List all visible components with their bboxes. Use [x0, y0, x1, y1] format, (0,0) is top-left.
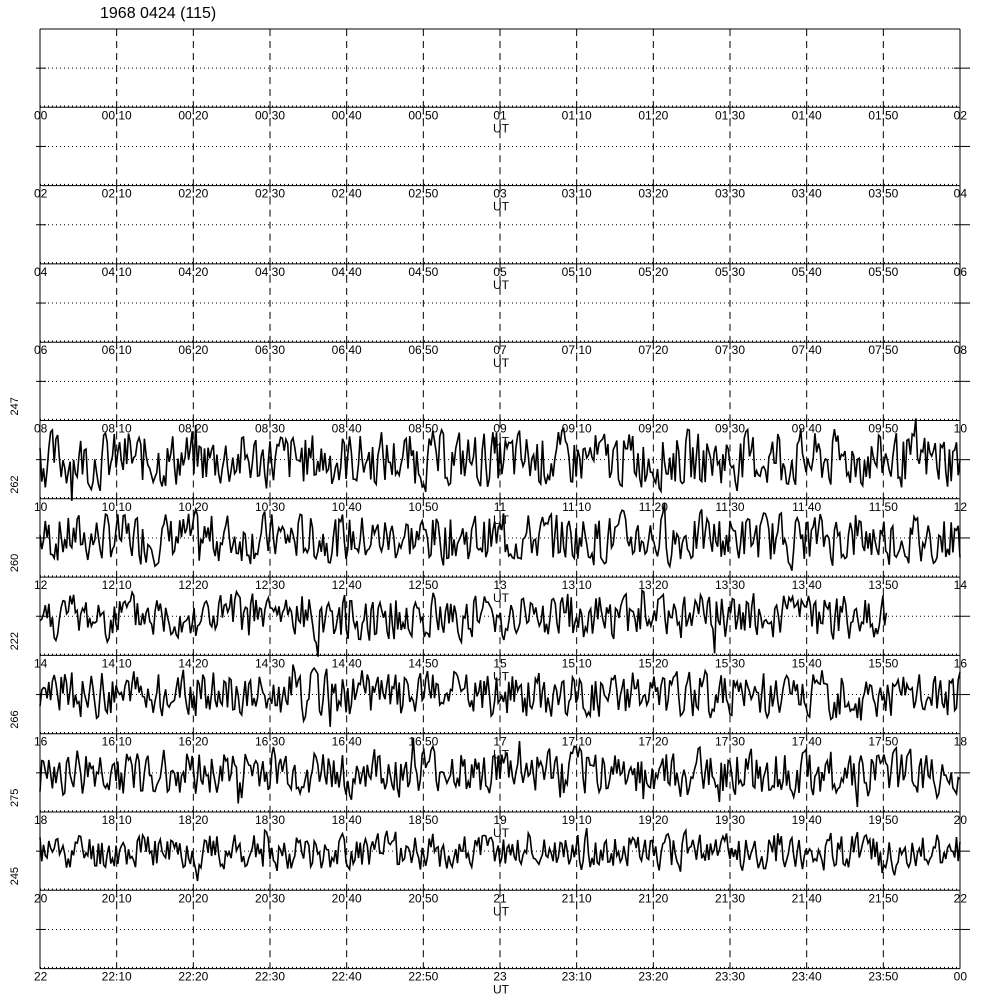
tick-label: 22:40 [331, 969, 362, 984]
data-trace [40, 591, 886, 657]
tick-label: 15 [493, 656, 507, 671]
tick-label: 00:50 [408, 108, 439, 123]
tick-label: 04 [34, 264, 48, 279]
unit-label: UT [493, 591, 509, 606]
tick-label: 13:20 [638, 578, 669, 593]
tick-label: 13 [493, 578, 507, 593]
tick-label: 18:30 [254, 813, 286, 827]
tick-label: 06:30 [254, 343, 286, 358]
tick-label: 18:50 [408, 813, 439, 827]
tick-label: 11:10 [562, 499, 592, 514]
tick-label: 20:20 [178, 891, 209, 906]
tick-label: 02 [953, 108, 967, 123]
tick-label: 10 [34, 499, 48, 514]
tick-label: 23 [493, 969, 507, 984]
tick-label: 19:50 [868, 813, 899, 827]
tick-label: 06:50 [408, 343, 439, 358]
tick-label: 04:50 [408, 264, 439, 279]
tick-label: 08:10 [101, 421, 132, 436]
tick-label: 01:40 [791, 108, 822, 123]
unit-label: UT [493, 669, 509, 684]
tick-label: 23:50 [868, 969, 899, 984]
panel-side-label: 245 [9, 866, 21, 886]
tick-label: 11:40 [792, 499, 822, 514]
tick-label: 07:30 [714, 343, 746, 358]
tick-label: 21:30 [714, 891, 746, 906]
tick-label: 15:20 [638, 656, 669, 671]
tick-label: 12 [34, 578, 48, 593]
tick-label: 04:20 [178, 264, 209, 279]
unit-label: UT [493, 199, 509, 214]
tick-label: 00:40 [331, 108, 362, 123]
tick-label: 12 [953, 499, 967, 514]
tick-label: 18:10 [101, 813, 132, 827]
tick-label: 09 [493, 421, 507, 436]
tick-label: 08 [34, 421, 48, 436]
tick-label: 18 [953, 734, 967, 749]
tick-label: 12:20 [178, 578, 209, 593]
tick-label: 14:50 [408, 656, 439, 671]
tick-label: 20:30 [254, 891, 286, 906]
tick-label: 14 [34, 656, 48, 671]
unit-label: UT [493, 826, 509, 840]
tick-label: 12:30 [254, 578, 286, 593]
tick-label: 07:20 [638, 343, 669, 358]
tick-label: 01:10 [561, 108, 592, 123]
tick-label: 04 [953, 186, 967, 201]
tick-label: 06:10 [101, 343, 132, 358]
tick-label: 22:10 [101, 969, 132, 984]
tick-label: 05:20 [638, 264, 669, 279]
unit-label: UT [493, 434, 509, 449]
tick-label: 07:50 [868, 343, 899, 358]
tick-label: 11 [493, 499, 507, 514]
tick-label: 21:50 [868, 891, 899, 906]
tick-label: 00:10 [101, 108, 132, 123]
panel-side-label: 266 [9, 710, 21, 729]
tick-label: 06 [34, 343, 48, 358]
tick-label: 19:30 [714, 813, 746, 827]
tick-label: 09:20 [638, 421, 669, 436]
tick-label: 19:40 [791, 813, 822, 827]
tick-label: 04:40 [331, 264, 362, 279]
tick-label: 17:10 [561, 734, 592, 749]
unit-label: UT [493, 121, 509, 136]
tick-label: 01:50 [868, 108, 899, 123]
tick-label: 12:10 [101, 578, 132, 593]
tick-label: 16 [953, 656, 967, 671]
tick-label: 07 [493, 343, 507, 358]
tick-label: 13:10 [561, 578, 592, 593]
tick-label: 16 [34, 734, 48, 749]
tick-label: 17:40 [791, 734, 822, 749]
tick-label: 15:40 [791, 656, 822, 671]
tick-label: 22 [953, 891, 967, 906]
tick-label: 10:40 [331, 499, 362, 514]
unit-label: UT [493, 982, 509, 997]
tick-label: 00 [34, 108, 48, 123]
tick-label: 03:10 [561, 186, 592, 201]
tick-label: 02:40 [331, 186, 362, 201]
tick-label: 05:50 [868, 264, 899, 279]
tick-label: 05:10 [561, 264, 592, 279]
tick-label: 22:50 [408, 969, 439, 984]
tick-label: 17:30 [714, 734, 746, 749]
tick-label: 04:30 [254, 264, 286, 279]
tick-label: 16:20 [178, 734, 209, 749]
tick-label: 23:10 [561, 969, 592, 984]
tick-label: 18:20 [178, 813, 209, 827]
unit-label: UT [493, 277, 509, 292]
tick-label: 00:30 [254, 108, 286, 123]
tick-label: 22 [34, 969, 48, 984]
tick-label: 19:10 [561, 813, 592, 827]
tick-label: 14:40 [331, 656, 362, 671]
tick-label: 20 [953, 813, 967, 827]
tick-label: 15:50 [868, 656, 899, 671]
tick-label: 09:10 [561, 421, 592, 436]
tick-label: 10 [953, 421, 967, 436]
tick-label: 03:40 [791, 186, 822, 201]
tick-label: 14:30 [254, 656, 286, 671]
tick-label: 10:50 [408, 499, 439, 514]
tick-label: 00:20 [178, 108, 209, 123]
tick-label: 08:20 [178, 421, 209, 436]
tick-label: 09:50 [868, 421, 899, 436]
tick-label: 07:40 [791, 343, 822, 358]
tick-label: 13:30 [714, 578, 746, 593]
tick-label: 00 [953, 969, 967, 984]
tick-label: 17:50 [868, 734, 899, 749]
tick-label: 12:50 [408, 578, 439, 593]
tick-label: 06:40 [331, 343, 362, 358]
panel-side-label: 247 [9, 397, 21, 416]
tick-label: 16:30 [254, 734, 286, 749]
unit-label: UT [493, 512, 509, 527]
tick-label: 08:50 [408, 421, 439, 436]
tick-label: 16:10 [101, 734, 132, 749]
tick-label: 06 [953, 264, 967, 279]
unit-label: UT [493, 747, 509, 762]
tick-label: 03:30 [714, 186, 746, 201]
tick-label: 01:30 [714, 108, 746, 123]
tick-label: 10:30 [254, 499, 286, 514]
tick-label: 02 [34, 186, 48, 201]
tick-label: 15:30 [714, 656, 746, 671]
tick-label: 09:40 [791, 421, 822, 436]
tick-label: 14:10 [101, 656, 132, 671]
tick-label: 21:40 [791, 891, 822, 906]
tick-label: 23:40 [791, 969, 822, 984]
tick-label: 20:10 [101, 891, 132, 906]
tick-label: 18:40 [331, 813, 362, 827]
tick-label: 02:30 [254, 186, 286, 201]
tick-label: 11:20 [638, 499, 668, 514]
tick-label: 01:20 [638, 108, 669, 123]
tick-label: 03 [493, 186, 507, 201]
tick-label: 20:40 [331, 891, 362, 906]
tick-label: 07:10 [561, 343, 592, 358]
panel-side-label: 260 [9, 553, 21, 573]
tick-label: 20:50 [408, 891, 439, 906]
tick-label: 08:40 [331, 421, 362, 436]
tick-label: 01 [493, 108, 507, 123]
chart-title: 1968 0424 (115) [100, 5, 217, 22]
tick-label: 06:20 [178, 343, 209, 358]
tick-label: 05 [493, 264, 507, 279]
tick-label: 22:20 [178, 969, 209, 984]
tick-label: 17 [493, 734, 507, 749]
tick-label: 23:20 [638, 969, 669, 984]
tick-label: 08 [953, 343, 967, 358]
tick-label: 09:30 [714, 421, 746, 436]
tick-label: 14:20 [178, 656, 209, 671]
tick-label: 21 [493, 891, 507, 906]
panel-side-label: 275 [9, 788, 21, 807]
tick-label: 14 [953, 578, 967, 593]
tick-label: 12:40 [331, 578, 362, 593]
tick-label: 05:30 [714, 264, 746, 279]
tick-label: 19 [493, 813, 507, 827]
tick-label: 16:50 [408, 734, 439, 749]
tick-label: 18 [34, 813, 48, 827]
tick-label: 03:20 [638, 186, 669, 201]
tick-label: 17:20 [638, 734, 669, 749]
tick-label: 13:40 [791, 578, 822, 593]
panel-side-label: 262 [9, 475, 21, 494]
tick-label: 02:50 [408, 186, 439, 201]
tick-label: 16:40 [331, 734, 362, 749]
tick-label: 21:10 [561, 891, 592, 906]
unit-label: UT [493, 904, 509, 919]
tick-label: 02:20 [178, 186, 209, 201]
tick-label: 19:20 [638, 813, 669, 827]
panel-side-label: 222 [9, 632, 21, 651]
unit-label: UT [493, 356, 509, 371]
tick-label: 22:30 [254, 969, 286, 984]
tick-label: 10:10 [101, 499, 132, 514]
tick-label: 20 [34, 891, 48, 906]
tick-label: 08:30 [254, 421, 286, 436]
tick-label: 11:50 [868, 499, 898, 514]
tick-label: 11:30 [715, 499, 745, 514]
tick-label: 21:20 [638, 891, 669, 906]
tick-label: 02:10 [101, 186, 132, 201]
tick-label: 03:50 [868, 186, 899, 201]
tick-label: 15:10 [561, 656, 592, 671]
tick-label: 10:20 [178, 499, 209, 514]
tick-label: 05:40 [791, 264, 822, 279]
tick-label: 23:30 [714, 969, 746, 984]
tick-label: 13:50 [868, 578, 899, 593]
tick-label: 04:10 [101, 264, 132, 279]
